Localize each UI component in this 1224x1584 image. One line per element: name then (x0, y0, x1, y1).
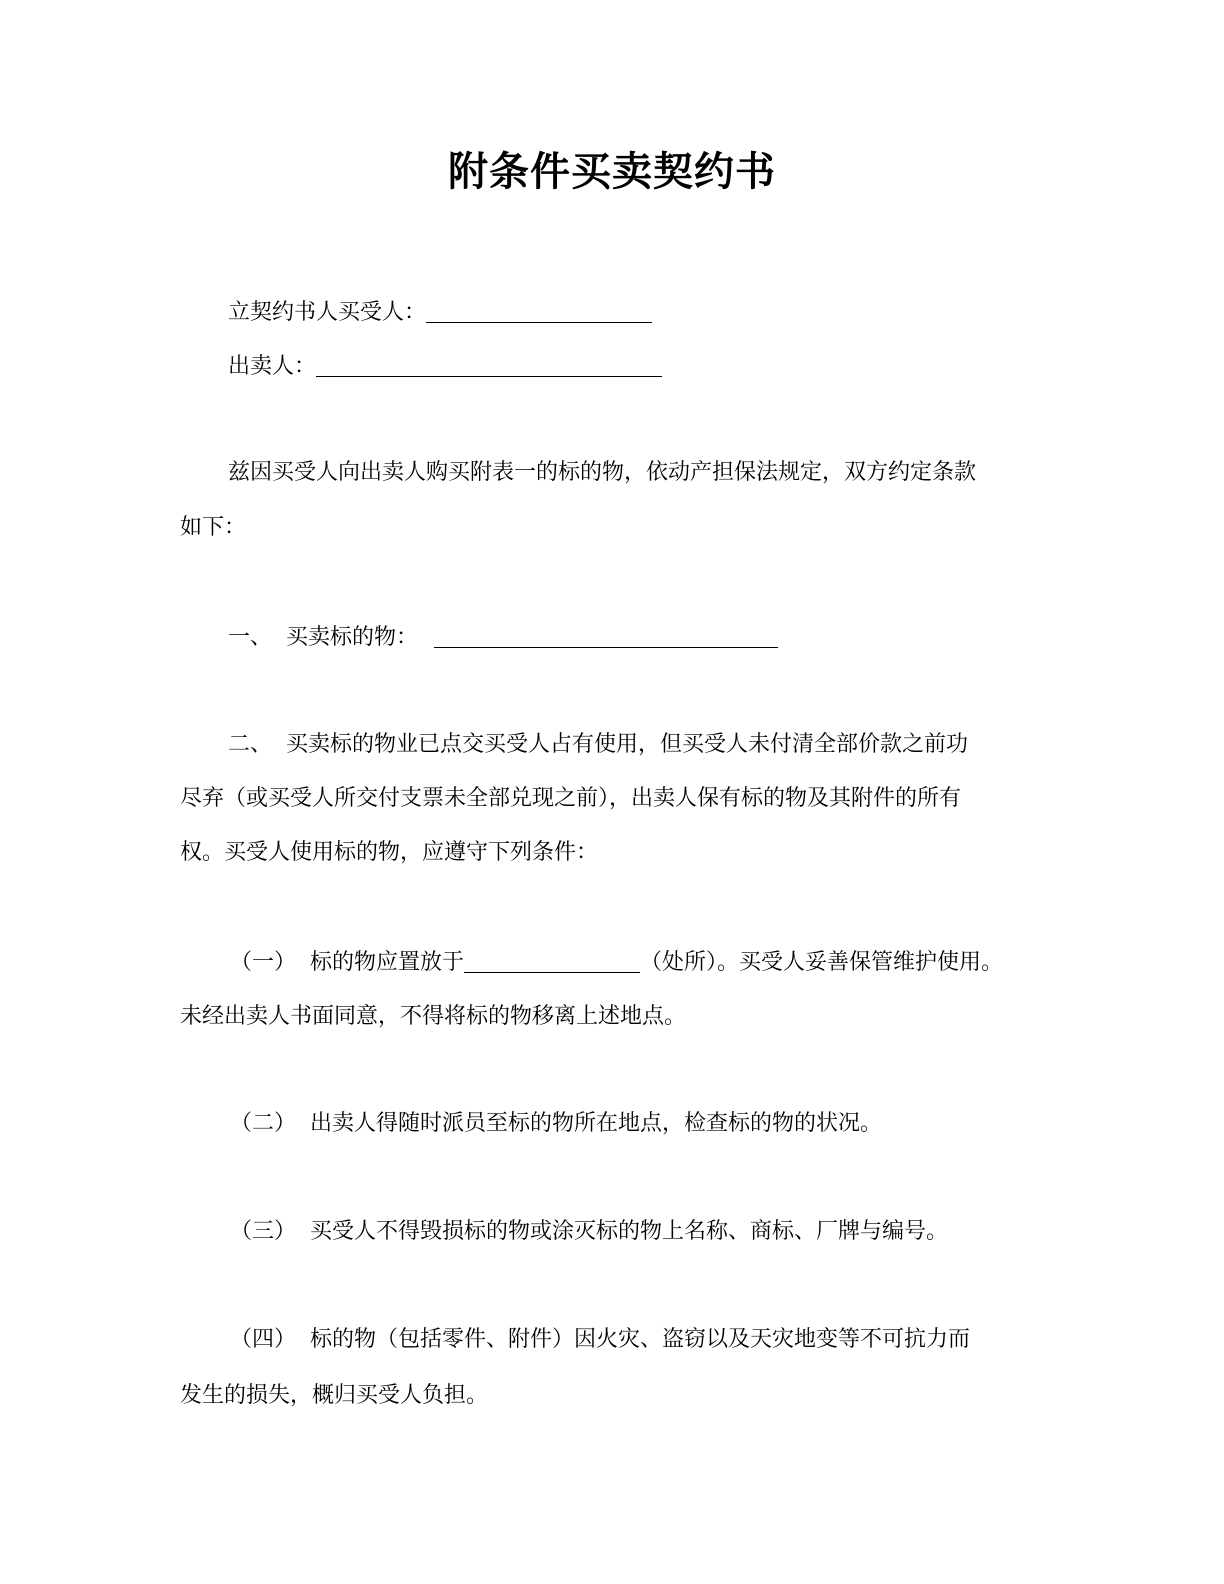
sub-3-text: 买受人不得毁损标的物或涂灭标的物上名称、商标、厂牌与编号。 (310, 1219, 949, 1244)
clause-2-line-1 (228, 730, 968, 760)
sub-1-line-1 (230, 946, 1003, 978)
sub-4-text-1: 标的物（包括零件、附件）因火灾、盗窃以及天灾地变等不可抗力而 (310, 1327, 971, 1352)
sub-1-text-after: （处所）。买受人妥善保管维护使用。 (640, 950, 1004, 975)
sub-3 (230, 1217, 948, 1247)
buyer-label: 立契约书人买受人： (228, 300, 427, 325)
subject-blank (434, 625, 778, 648)
clause-2-line-2: 尽弃（或买受人所交付支票未全部兑现之前），出卖人保有标的物及其附件的所有 (180, 786, 962, 811)
sub-4-line-2: 发生的损失，概归买受人负担。 (180, 1383, 489, 1408)
sub-2-text: 出卖人得随时派员至标的物所在地点，检查标的物的状况。 (310, 1111, 883, 1136)
clause-1 (228, 621, 778, 653)
sub-3-number: （三） (230, 1219, 297, 1244)
clause-2-number: 二、 (228, 732, 273, 757)
sub-1-line-2: 未经出卖人书面同意，不得将标的物移离上述地点。 (180, 1004, 687, 1029)
document-title: 附条件买卖契约书 (448, 149, 776, 195)
sub-1-number: （一） (230, 950, 297, 975)
sub-1-text-before: 标的物应置放于 (310, 950, 465, 975)
buyer-line (228, 296, 652, 328)
seller-label: 出卖人： (228, 354, 317, 379)
seller-blank (316, 354, 662, 377)
sub-2-number: （二） (230, 1111, 297, 1136)
clause-2-text-1: 买卖标的物业已点交买受人占有使用，但买受人未付清全部价款之前功 (286, 732, 969, 757)
sub-4-line-1 (230, 1325, 970, 1355)
clause-2-line-3: 权。买受人使用标的物，应遵守下列条件： (180, 840, 599, 865)
seller-line (228, 350, 662, 382)
clause-1-text: 买卖标的物： (286, 625, 419, 650)
sub-2 (230, 1109, 882, 1139)
intro-line-1: 兹因买受人向出卖人购买附表一的标的物，依动产担保法规定，双方约定条款 (228, 460, 977, 485)
location-blank (464, 950, 640, 973)
clause-1-number: 一、 (228, 625, 273, 650)
buyer-blank (426, 300, 652, 323)
sub-4-number: （四） (230, 1327, 297, 1352)
intro-line-2: 如下： (180, 515, 247, 540)
